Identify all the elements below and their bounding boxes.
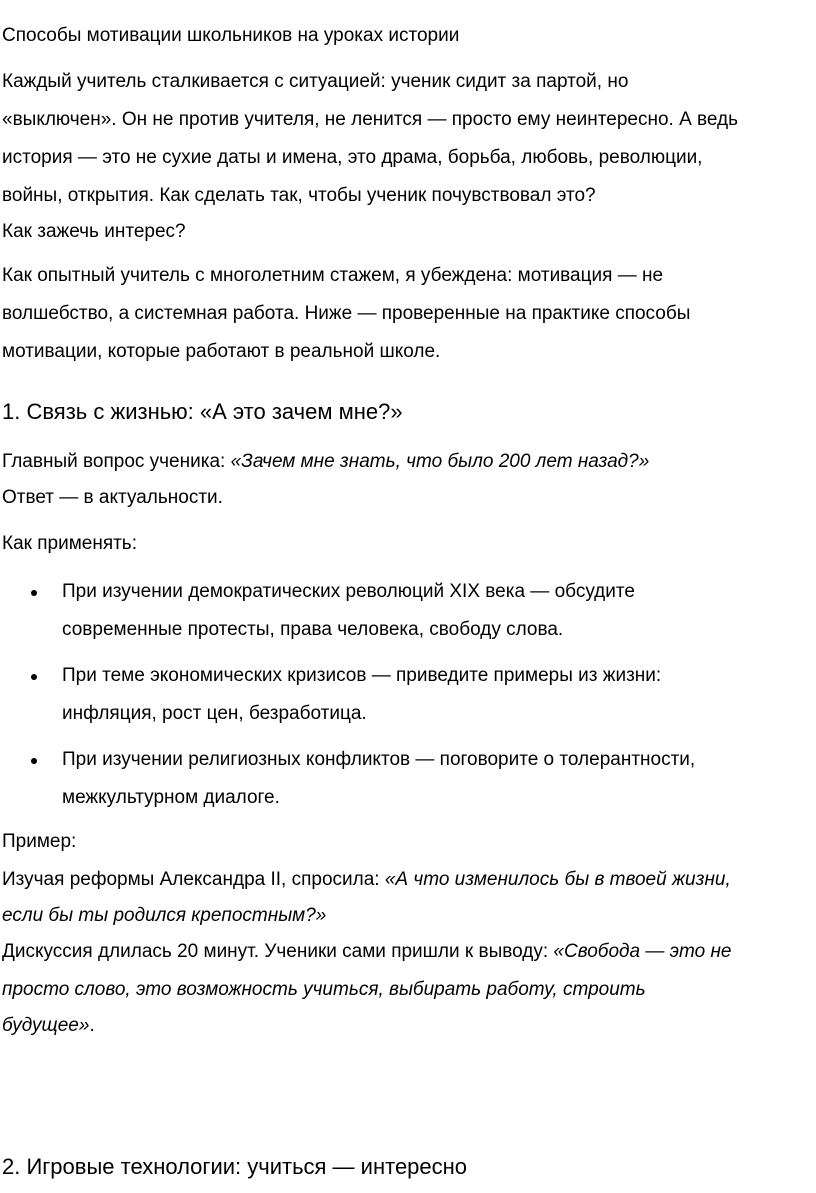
list-item-line: При изучении религиозных конфликтов — поговорите о толерантности, — [62, 749, 696, 770]
how-to-label: Как применять: — [2, 533, 137, 554]
main-question — [2, 450, 649, 474]
bullet-dot-icon — [31, 674, 37, 680]
list-item-line: современные протесты, права человека, свободу слова. — [62, 619, 564, 640]
text-line: Как зажечь интерес? — [2, 221, 186, 242]
example-text: Дискуссия длилась 20 минут. Ученики сами пришли к выводу: — [2, 941, 554, 962]
text-line — [2, 904, 326, 928]
text-line — [2, 1014, 95, 1038]
question-quote: «Зачем мне знать, что было 200 лет назад?» — [230, 451, 650, 472]
example-text: Изучая реформы Александра II, спросила: — [2, 869, 385, 890]
example-quote: просто слово, это возможность учиться, выбирать работу, строить — [2, 979, 646, 1000]
text-line: Каждый учитель сталкивается с ситуацией: ученик сидит за партой, но — [2, 71, 629, 92]
text-line — [2, 978, 646, 1002]
example-text: . — [89, 1015, 95, 1036]
example-quote: «А что изменилось бы в твоей жизни, — [384, 869, 731, 890]
example-quote: «Свобода — это не — [553, 941, 732, 962]
question-prefix: Главный вопрос ученика: — [2, 451, 231, 472]
text-line: «выключен». Он не против учителя, не ленится — просто ему неинтересно. А ведь — [2, 109, 739, 130]
text-line: история — это не сухие даты и имена, это драма, борьба, любовь, революции, — [2, 147, 703, 168]
answer-line: Ответ — в актуальности. — [2, 487, 223, 508]
section-1-heading: 1. Связь с жизнью: «А это зачем мне?» — [2, 399, 403, 424]
bullet-dot-icon — [31, 590, 37, 596]
text-line — [2, 868, 731, 892]
list-item-line: При теме экономических кризисов — приведите примеры из жизни: — [62, 665, 662, 686]
example-label: Пример: — [2, 831, 77, 852]
bullet-dot-icon — [31, 758, 37, 764]
example-quote: будущее» — [2, 1015, 90, 1036]
example-quote: если бы ты родился крепостным?» — [2, 905, 327, 926]
text-line: войны, открытия. Как сделать так, чтобы ученик почувствовал это? — [2, 185, 596, 206]
document-title: Способы мотивации школьников на уроках истории — [2, 25, 460, 46]
text-line — [2, 940, 731, 964]
section-2-heading: 2. Игровые технологии: учиться — интересно — [2, 1154, 468, 1179]
text-line: мотивации, которые работают в реальной школе. — [2, 341, 441, 362]
text-line: волшебство, а системная работа. Ниже — проверенные на практике способы — [2, 303, 691, 324]
list-item-line: межкультурном диалоге. — [62, 787, 280, 808]
text-line: Как опытный учитель с многолетним стажем, я убеждена: мотивация — не — [2, 265, 664, 286]
list-item-line: При изучении демократических революций XIX века — обсудите — [62, 581, 635, 602]
list-item-line: инфляция, рост цен, безработица. — [62, 703, 367, 724]
